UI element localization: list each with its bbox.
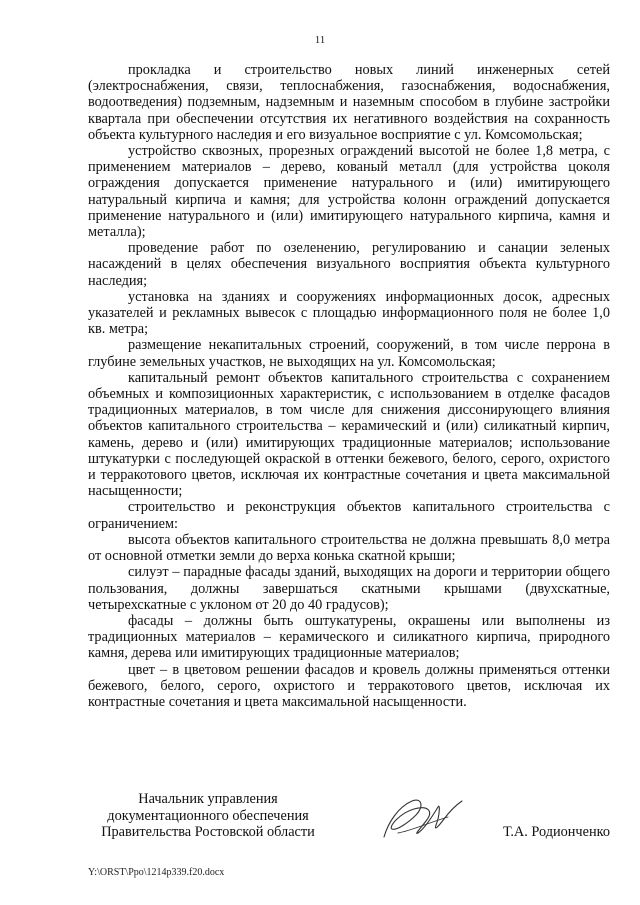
paragraph: силуэт – парадные фасады зданий, выходящих на дороги и территории общего пользования, должны завершаться скатными крышами (двухскатные, четырехскатные с уклоном от 20 до 40 градусов); bbox=[88, 564, 610, 613]
paragraph: проведение работ по озеленению, регулированию и санации зеленых насаждений в целях обеспечения визуального восприятия объекта культурного наследия; bbox=[88, 240, 610, 289]
paragraph: фасады – должны быть оштукатурены, окрашены или выполнены из традиционных материалов – керамического и силикатного кирпича, природного камня, дерева или имитирующих традиционные материалов; bbox=[88, 612, 610, 662]
paragraph: строительство и реконструкция объектов капитального строительства с ограничением: bbox=[88, 499, 610, 532]
signatory-name: Т.А. Родионченко bbox=[503, 824, 610, 840]
page-number: 11 bbox=[314, 34, 326, 46]
paragraph: капитальный ремонт объектов капитального строительства с сохранением объемных и композиционных характеристик, с использованием в отделке фасадов традиционных материалов, в том числе для снижения диссонирующего влияния объектов капитального строительства – керамический и (или) силикатный кирпич, камень, дерево и (или) имитирующих традиционные материалов; использование штукатурки с последующей окраской в оттенки бежевого, белого, серого, охристого и терракотового цветов, исключая их контрастные сочетания и цвета максимальной насыщенности; bbox=[88, 369, 610, 500]
signatory-title bbox=[88, 791, 328, 841]
handwritten-signature bbox=[378, 793, 468, 845]
paragraph: высота объектов капитального строительства не должна превышать 8,0 метра от основной отметки земли до верха конька скатной крыши; bbox=[88, 531, 610, 565]
file-path-footer: Y:\ORST\Ppo\1214p339.f20.docx bbox=[88, 867, 225, 878]
signature-block bbox=[88, 791, 610, 851]
paragraph: установка на зданиях и сооружениях информационных досок, адресных указателей и рекламных вывесок с площадью информационного поля не более 1,0 кв. метра; bbox=[88, 288, 610, 338]
paragraph: цвет – в цветовом решении фасадов и кровель должны применяться оттенки бежевого, белого, серого, охристого и терракотового цветов, исключая их контрастные сочетания и цвета максимальной насыщенности. bbox=[88, 661, 610, 710]
signatory-title-line: Правительства Ростовской области bbox=[101, 824, 315, 840]
paragraph: размещение некапитальных строений, сооружений, в том числе перрона в глубине земельных участков, не выходящих на ул. Комсомольская; bbox=[88, 337, 610, 370]
paragraph: устройство сквозных, прорезных ограждений высотой не более 1,8 метра, с применением материалов – дерево, кованый металл (для устройства цоколя ограждения допускается применение натурального и (или) имитирующего натуральный кирпича и камня; для устройства колонн ограждений допускается применение натурального и (или) имитирующего натурального кирпича, камня и металла); bbox=[88, 143, 610, 241]
document-body bbox=[88, 62, 610, 710]
signatory-title-line: документационного обеспечения bbox=[107, 807, 309, 824]
signatory-title-line: Начальник управления bbox=[138, 791, 278, 807]
paragraph: прокладка и строительство новых линий инженерных сетей (электроснабжения, связи, теплоснабжения, газоснабжения, водоснабжения, водоотведения) подземным, надземным и наземным способом в глубине застройки квартала при обеспечении отсутствия их негативного воздействия на сохранность объекта культурного наследия и его визуальное восприятие с ул. Комсомольская; bbox=[88, 62, 610, 143]
